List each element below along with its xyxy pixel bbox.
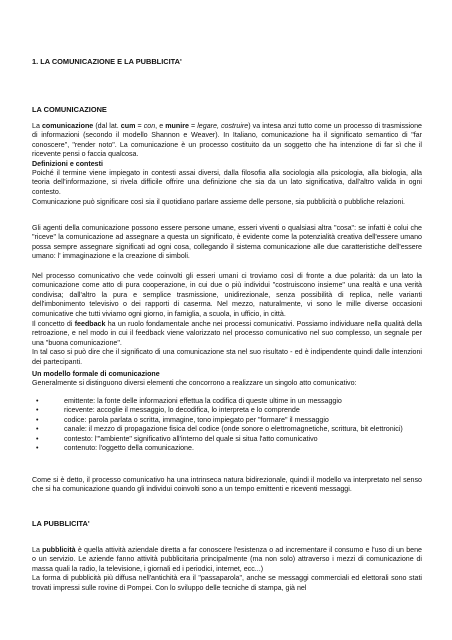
paragraph-bidirezionale: Come si è detto, il processo comunicativo ha una intrinseca natura bidirezionale, quindi il modello va interpretato nel senso che si ha comunicazione quando gli individui coinvolti sono a un tempo emittenti e riceventi messaggi. — [32, 476, 422, 494]
paragraph-feedback: Il concetto di feedback ha un ruolo fondamentale anche nei processi comunicativi. Possiamo individuare nella qualità della retroazione, e nel modo in cui il feedback viene valorizzato nel processo comunicativo nel suo complesso, un segnale per una "buona comunicazione". In tal caso si può dire che il significato di una comunicazione sta nel suo risultato - ed è indipendente quindi dalle intenzioni dei partecipanti. — [32, 320, 422, 366]
list-item: • contesto: l'"ambiente" significativo all'interno del quale si situa l'atto comunicativo — [36, 434, 318, 443]
term-feedback: feedback — [74, 320, 106, 328]
paragraph-pubblicita: La pubblicità è quella attività aziendale diretta a far conoscere l'esistenza o ad incrementare il consumo e l'uso di un bene o un servizio. Le aziende fanno attività pubblicitaria principalmente (ma non solo) attraverso i mezzi di comunicazione di massa quali la radio, la televisione, i giornali ed i periodici, internet, ecc...) La forma di pubblicità più diffusa nell'antichità era il "passaparola", anche se messaggi commerciali ed elettorali sono stati trovati impressi sulle rovine di Pompei. Con lo sviluppo delle tecniche di stampa, già nel — [32, 546, 422, 592]
section-heading-comunicazione: LA COMUNICAZIONE — [32, 105, 107, 114]
list-item: • contenuto: l'oggetto della comunicazione. — [36, 444, 194, 453]
document-title: 1. LA COMUNICAZIONE E LA PUBBLICITA' — [32, 57, 182, 66]
subheading-modello: Un modello formale di comunicazione — [32, 370, 160, 378]
paragraph-agenti: Gli agenti della comunicazione possono essere persone umane, esseri viventi o qualsiasi altra "cosa": se infatti è colui che "riceve" la comunicazione ad assegnare a questa un significato, è evidente come la potenzialità creativa dell'essere umano possa sempre assegnare significati ad ogni cosa, collegando il sistema comunicazione alle due caratteristiche dell'essere umano: l' immaginazione e la creazione di simboli. — [32, 224, 422, 261]
elements-list — [32, 397, 422, 453]
list-item: • ricevente: accoglie il messaggio, lo decodifica, lo interpreta e lo comprende — [36, 406, 300, 415]
list-item: • emittente: la fonte delle informazioni effettua la codifica di queste ultime in un messaggio — [36, 397, 342, 405]
paragraph-definizioni: Poiché il termine viene impiegato in contesti assai diversi, dalla filosofia alla sociologia alla psicologia, alla biologia, alla teoria dell'informazione, si rivela difficile offrire una definizione che sia da un lato significativa, dall'altro valida in ogni contesto. — [32, 169, 422, 196]
list-item: • codice: parola parlata o scritta, immagine, tono impiegato per "formare" il messaggio — [36, 415, 329, 424]
paragraph-modello-intro: Generalmente si distinguono diversi elementi che concorrono a realizzare un singolo atto comunicativo: — [32, 379, 357, 387]
subheading-definizioni: Definizioni e contesti — [32, 160, 103, 168]
section-heading-pubblicita: LA PUBBLICITA' — [32, 519, 90, 528]
paragraph-quotidiano: Comunicazione può significare così sia il quotidiano parlare assieme delle persone, sia pubblicità o pubbliche relazioni. — [32, 198, 406, 206]
term-comunicazione: comunicazione — [41, 122, 94, 130]
list-item: • canale: il mezzo di propagazione fisica del codice (onde sonore o elettromagnetiche, scrittura, bit elettronici) — [36, 425, 403, 434]
paragraph-processo: Nel processo comunicativo che vede coinvolti gli esseri umani ci troviamo così di fronte a due polarità: da un lato la comunicazione come atto di pura cooperazione, in cui due o più individui "costruiscono insieme" una realtà e una verità condivisa; dall'altro la pura e semplice trasmissione, unidirezionale, senza possibilità di replica, nelle varianti dell'imbonimento televisivo o dei rapporti di caserma. Nel mezzo, naturalmente, vi sono le mille diverse occasioni comunicative che tutti viviamo ogni giorno, in famiglia, a scuola, in ufficio, in città. — [32, 272, 422, 318]
term-pubblicita: pubblicità — [42, 546, 76, 554]
intro-paragraph: La comunicazione (dal lat. cum = con, e munire = legare, costruire) va intesa anzi tutto come un processo di trasmissione di informazioni (secondo il modello Shannon e Weaver). In Italiano, comunicazione ha il significato semantico di "far conoscere", "render noto". La comunicazione è un processo costituito da un soggetto che ha intenzione di far sì che il ricevente pensi o faccia qualcosa. — [32, 122, 422, 159]
